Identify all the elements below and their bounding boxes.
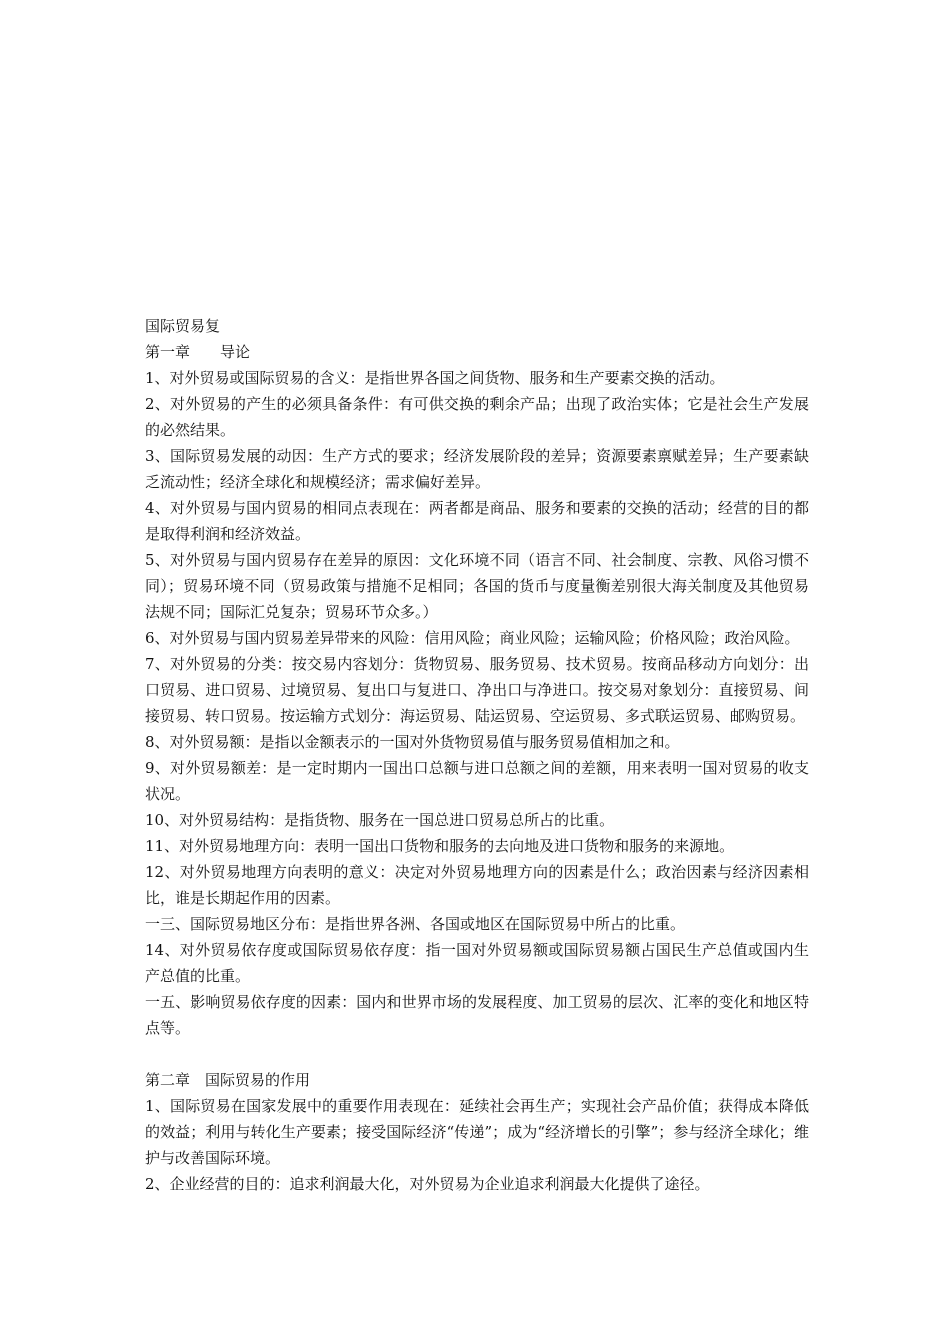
paragraph: 11、对外贸易地理方向：表明一国出口货物和服务的去向地及进口货物和服务的来源地。 (145, 837, 735, 855)
paragraph: 12、对外贸易地理方向表明的意义：决定对外贸易地理方向的因素是什么；政治因素与经济因素相比，谁是长期起作用的因素。 (145, 863, 809, 907)
paragraph: 7、对外贸易的分类：按交易内容划分：货物贸易、服务贸易、技术贸易。按商品移动方向划分：出口贸易、进口贸易、过境贸易、复出口与复进口、净出口与净进口。按交易对象划分：直接贸易、间接贸易、转口贸易。按运输方式划分：海运贸易、陆运贸易、空运贸易、多式联运贸易、邮购贸易。 (145, 655, 809, 725)
paragraph: 2、企业经营的目的：追求利润最大化，对外贸易为企业追求利润最大化提供了途径。 (145, 1175, 710, 1193)
paragraph: 1、对外贸易或国际贸易的含义：是指世界各国之间货物、服务和生产要素交换的活动。 (145, 369, 725, 387)
paragraph: 1、国际贸易在国家发展中的重要作用表现在：延续社会再生产；实现社会产品价值；获得成本降低的效益；利用与转化生产要素；接受国际经济“传递”；成为“经济增长的引擎”；参与经济全球化；维护与改善国际环境。 (145, 1097, 809, 1167)
paragraph: 14、对外贸易依存度或国际贸易依存度：指一国对外贸易额或国际贸易额占国民生产总值或国内生产总值的比重。 (145, 941, 809, 985)
document-body (145, 313, 809, 1197)
paragraph: 4、对外贸易与国内贸易的相同点表现在：两者都是商品、服务和要素的交换的活动；经营的目的都是取得利润和经济效益。 (145, 499, 809, 543)
chapter-1-heading: 第一章 导论 (145, 343, 251, 361)
paragraph: 6、对外贸易与国内贸易差异带来的风险：信用风险；商业风险；运输风险；价格风险；政治风险。 (145, 629, 800, 647)
paragraph: 一三、国际贸易地区分布：是指世界各洲、各国或地区在国际贸易中所占的比重。 (145, 915, 686, 933)
paragraph: 3、国际贸易发展的动因：生产方式的要求；经济发展阶段的差异；资源要素禀赋差异；生产要素缺乏流动性；经济全球化和规模经济；需求偏好差异。 (145, 447, 809, 491)
paragraph: 一五、影响贸易依存度的因素：国内和世界市场的发展程度、加工贸易的层次、汇率的变化和地区特点等。 (145, 993, 809, 1037)
chapter-2-content (145, 1093, 809, 1197)
paragraph: 2、对外贸易的产生的必须具备条件：有可供交换的剩余产品；出现了政治实体；它是社会生产发展的必然结果。 (145, 395, 809, 439)
paragraph: 5、对外贸易与国内贸易存在差异的原因：文化环境不同（语言不同、社会制度、宗教、风俗习惯不同）；贸易环境不同（贸易政策与措施不足相同；各国的货币与度量衡差别很大海关制度及其他贸易法规不同；国际汇兑复杂；贸易环节众多。） (145, 551, 809, 621)
paragraph: 8、对外贸易额：是指以金额表示的一国对外货物贸易值与服务贸易值相加之和。 (145, 733, 680, 751)
paragraph: 9、对外贸易额差：是一定时期内一国出口总额与进口总额之间的差额，用来表明一国对贸易的收支状况。 (145, 759, 809, 803)
section-spacer (145, 1041, 809, 1067)
chapter-1-content (145, 365, 809, 1041)
paragraph: 10、对外贸易结构：是指货物、服务在一国总进口贸易总所占的比重。 (145, 811, 615, 829)
chapter-2-heading: 第二章 国际贸易的作用 (145, 1071, 311, 1089)
document-title: 国际贸易复 (145, 317, 221, 335)
